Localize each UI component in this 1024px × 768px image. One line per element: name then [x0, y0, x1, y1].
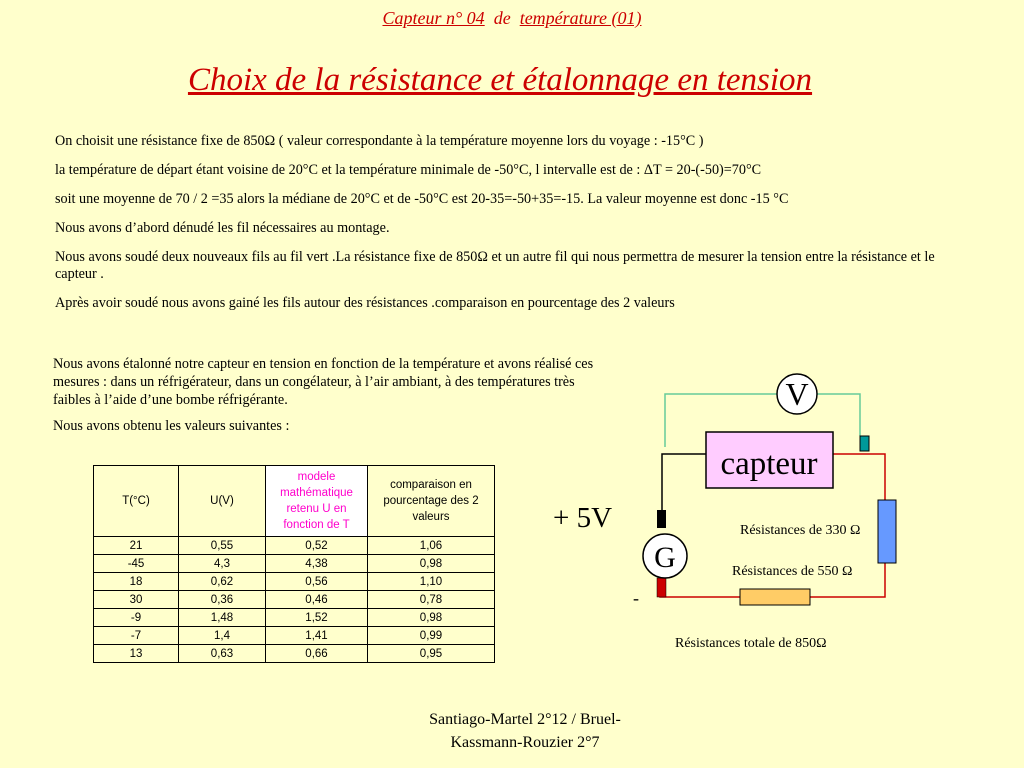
- cell-model: 0,52: [266, 537, 368, 555]
- resistor-330-label: Résistances de 330 Ω: [740, 523, 861, 538]
- cell-temperature: -7: [94, 627, 179, 645]
- resistor-330: [878, 500, 896, 563]
- generator-minus-terminal: [657, 578, 666, 597]
- footer-line: Santiago-Martel 2°12 / Bruel-: [429, 711, 621, 728]
- table-header-row: [94, 466, 495, 537]
- page-title: Choix de la résistance et étalonnage en tension: [187, 62, 813, 98]
- intro-paragraph: Après avoir soudé nous avons gainé les fils autour des résistances .comparaison en pourcentage des 2 valeurs: [55, 295, 675, 311]
- generator-label: G: [654, 541, 676, 574]
- header-de: de: [493, 8, 511, 28]
- total-resistance-label: Résistances totale de 850Ω: [675, 636, 827, 651]
- wire-sensor-resistor: [833, 454, 885, 500]
- voltmeter-wire-right: [817, 394, 860, 436]
- cell-model: 1,52: [266, 609, 368, 627]
- sensor-label: capteur: [720, 446, 818, 482]
- sensor-terminal: [860, 436, 869, 451]
- cell-temperature: 21: [94, 537, 179, 555]
- cell-temperature: -9: [94, 609, 179, 627]
- cell-comparison: 0,98: [368, 555, 495, 573]
- header-comparison: comparaison en pourcentage des 2 valeurs: [368, 466, 495, 537]
- cell-comparison: 0,98: [368, 609, 495, 627]
- table-row: [94, 537, 495, 555]
- generator-plus-terminal: [657, 510, 666, 528]
- resistor-550-label: Résistances de 550 Ω: [732, 564, 853, 579]
- calibration-table: [93, 465, 495, 663]
- table-row: [94, 645, 495, 663]
- wire-generator-sensor: [662, 454, 706, 510]
- cell-model: 1,41: [266, 627, 368, 645]
- cell-comparison: 0,99: [368, 627, 495, 645]
- header-sensor-number: Capteur n° 04: [382, 8, 485, 28]
- cell-voltage: 0,55: [179, 537, 266, 555]
- resistor-550: [740, 589, 810, 605]
- cell-voltage: 4,3: [179, 555, 266, 573]
- calibration-paragraph: Nous avons étalonné notre capteur en tension en fonction de la température et avons réalisé ces mesures : dans un réfrigérateur, dans un congélateur, à l’air ambiant, à des températures très faibles à l’aide d’une bombe réfrigérante.: [53, 356, 594, 408]
- header-temperature: T(°C): [94, 466, 179, 537]
- calibration-text: [53, 355, 598, 443]
- cell-voltage: 0,62: [179, 573, 266, 591]
- cell-model: 4,38: [266, 555, 368, 573]
- footer-authors: [360, 708, 690, 754]
- cell-temperature: -45: [94, 555, 179, 573]
- voltmeter-label: V: [785, 376, 809, 412]
- table-row: [94, 555, 495, 573]
- intro-paragraph: soit une moyenne de 70 / 2 =35 alors la médiane de 20°C et de -50°C est 20-35=-50+35=-15. La valeur moyenne est donc -15 °C: [55, 191, 789, 207]
- cell-voltage: 1,4: [179, 627, 266, 645]
- cell-comparison: 1,10: [368, 573, 495, 591]
- minus-label: -: [633, 588, 639, 608]
- table-row: [94, 627, 495, 645]
- supply-voltage-label: + 5V: [553, 502, 613, 534]
- cell-comparison: 0,95: [368, 645, 495, 663]
- circuit-diagram: [540, 370, 960, 670]
- table-row: [94, 573, 495, 591]
- wire-resistor-generator: [660, 580, 740, 597]
- intro-text: [55, 133, 970, 324]
- cell-comparison: 0,78: [368, 591, 495, 609]
- cell-temperature: 13: [94, 645, 179, 663]
- table-row: [94, 591, 495, 609]
- table-row: [94, 609, 495, 627]
- intro-paragraph: On choisit une résistance fixe de 850Ω ( valeur correspondante à la température moyenne lors du voyage : -15°C ): [55, 133, 704, 149]
- cell-temperature: 18: [94, 573, 179, 591]
- intro-paragraph: Nous avons d’abord dénudé les fil nécessaires au montage.: [55, 220, 390, 236]
- header-subtitle: [0, 8, 1024, 29]
- cell-model: 0,56: [266, 573, 368, 591]
- header-topic: température (01): [519, 8, 642, 28]
- cell-voltage: 0,36: [179, 591, 266, 609]
- cell-model: 0,66: [266, 645, 368, 663]
- cell-voltage: 1,48: [179, 609, 266, 627]
- values-intro: Nous avons obtenu les valeurs suivantes :: [53, 418, 290, 434]
- header-model: modele mathématique retenu U en fonction de T: [266, 466, 368, 537]
- footer-line: Kassmann-Rouzier 2°7: [450, 734, 600, 751]
- cell-model: 0,46: [266, 591, 368, 609]
- header-voltage: U(V): [179, 466, 266, 537]
- cell-temperature: 30: [94, 591, 179, 609]
- intro-paragraph: la température de départ étant voisine de 20°C et la température minimale de -50°C, l intervalle est de : ΔT = 20-(-50)=70°C: [55, 162, 762, 178]
- cell-voltage: 0,63: [179, 645, 266, 663]
- intro-paragraph: Nous avons soudé deux nouveaux fils au fil vert .La résistance fixe de 850Ω et un autre fil qui nous permettra de mesurer la tension entre la résistance et le capteur .: [55, 249, 935, 282]
- cell-comparison: 1,06: [368, 537, 495, 555]
